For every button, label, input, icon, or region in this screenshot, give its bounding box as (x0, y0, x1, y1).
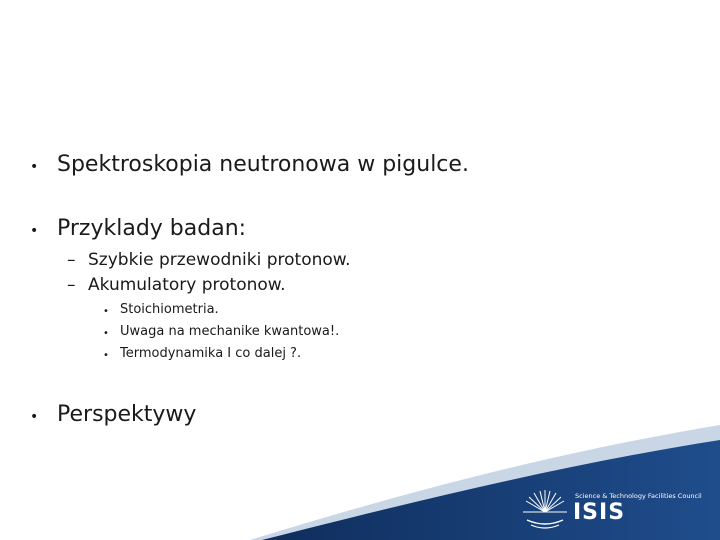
bullet-text: Przyklady badan: (57, 216, 247, 241)
logo-isis-text: ISIS (573, 500, 626, 525)
bullet-marker: • (30, 223, 39, 239)
subsubbullet-text: Uwaga na mechanike kwantowa!. (120, 324, 340, 339)
subsubbullet-text: Termodynamika I co dalej ?. (120, 346, 302, 361)
subbullet-marker: – (67, 250, 76, 270)
subbullet-text: Akumulatory protonow. (88, 275, 286, 295)
bullet-text: Spektroskopia neutronowa w pigulce. (57, 152, 469, 177)
subbullet-text: Szybkie przewodniki protonow. (88, 250, 351, 270)
logo-council-text: Science & Technology Facilities Council (575, 492, 702, 500)
bullet-text: Perspektywy (57, 402, 197, 427)
subsubbullet-marker: • (103, 306, 109, 317)
subsubbullet-marker: • (103, 350, 109, 361)
bullet-marker: • (30, 159, 39, 175)
subbullet-marker: – (67, 275, 76, 295)
bullet-marker: • (30, 409, 39, 425)
subsubbullet-marker: • (103, 328, 109, 339)
footer-swoosh-dark (262, 440, 720, 540)
subsubbullet-text: Stoichiometria. (120, 302, 219, 317)
